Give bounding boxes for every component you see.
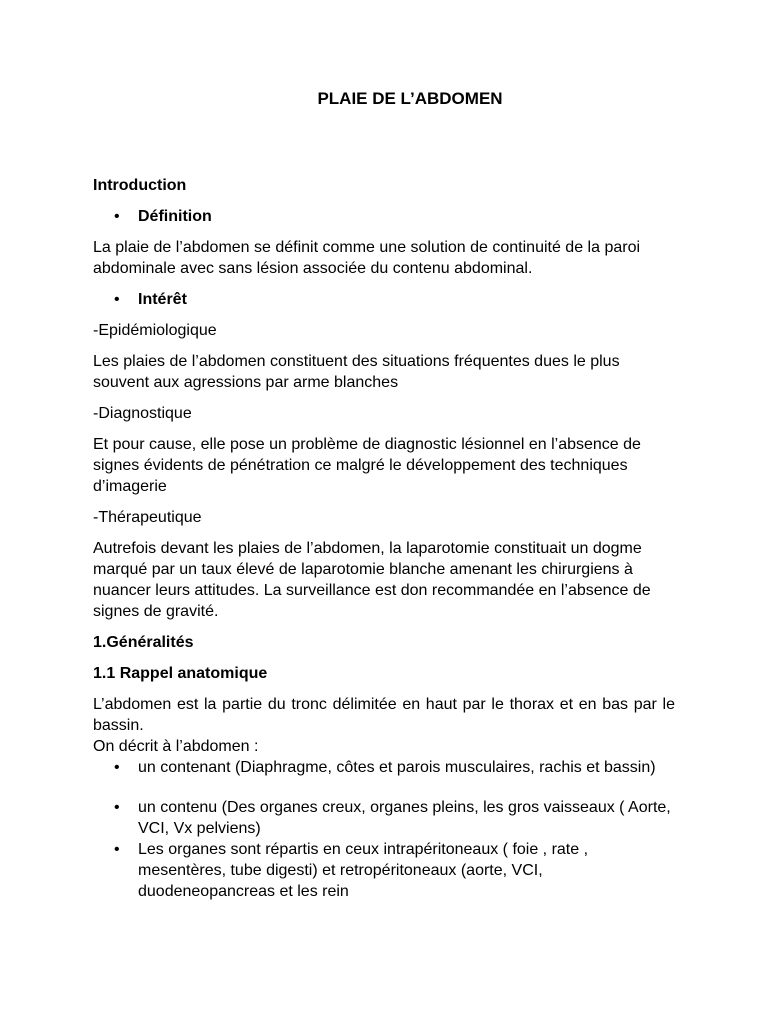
introduction-heading: Introduction	[93, 177, 187, 194]
definition-text: La plaie de l’abdomen se définit comme une solution de continuité de la paroi abdominale avec sans lésion associée du contenu abdominal.	[93, 239, 641, 277]
epidemiologique-text: Les plaies de l’abdomen constituent des situations fréquentes dues le plus souvent aux agressions par arme blanches	[93, 353, 620, 391]
interet-bullet	[93, 289, 675, 310]
list-item: • Les organes sont répartis en ceux intrapéritoneaux ( foie , rate , mesentères, tube digesti) et retropéritoneaux (aorte, VCI, duodeneopancreas et les rein	[93, 839, 675, 902]
therapeutique-text: Autrefois devant les plaies de l’abdomen, la laparotomie constituait un dogme marqué par un taux élevé de laparotomie blanche amenant les chirurgiens à nuancer leurs attitudes. La surveillance est don recommandée en l’absence de signes de gravité.	[93, 540, 651, 620]
definition-bullet	[93, 206, 675, 227]
diagnostique-label: -Diagnostique	[93, 405, 192, 422]
anatomy-list-2	[93, 797, 675, 902]
generalites-heading: 1.Généralités	[93, 634, 194, 651]
list-spacer	[93, 778, 675, 797]
document-body	[93, 175, 675, 902]
therapeutique-label: -Thérapeutique	[93, 509, 202, 526]
rappel-anatomique-heading: 1.1 Rappel anatomique	[93, 665, 268, 682]
anatomy-list	[93, 757, 675, 778]
document-title: PLAIE DE L’ABDOMEN	[317, 89, 503, 108]
diagnostique-text: Et pour cause, elle pose un problème de diagnostic lésionnel en l’absence de signes évidents de pénétration ce malgré le développement des techniques d’imagerie	[93, 436, 641, 495]
definition-label: • Définition	[93, 206, 675, 227]
interet-label: • Intérêt	[93, 289, 675, 310]
list-item: • un contenu (Des organes creux, organes pleins, les gros vaisseaux ( Aorte, VCI, Vx pelviens)	[93, 797, 675, 839]
epidemiologique-label: -Epidémiologique	[93, 322, 217, 339]
anatomy-text-1: L’abdomen est la partie du tronc délimitée en haut par le thorax et en bas par le bassin.	[93, 696, 675, 734]
anatomy-text-2: On décrit à l’abdomen :	[93, 738, 259, 755]
list-item: • un contenant (Diaphragme, côtes et parois musculaires, rachis et bassin)	[93, 757, 675, 778]
